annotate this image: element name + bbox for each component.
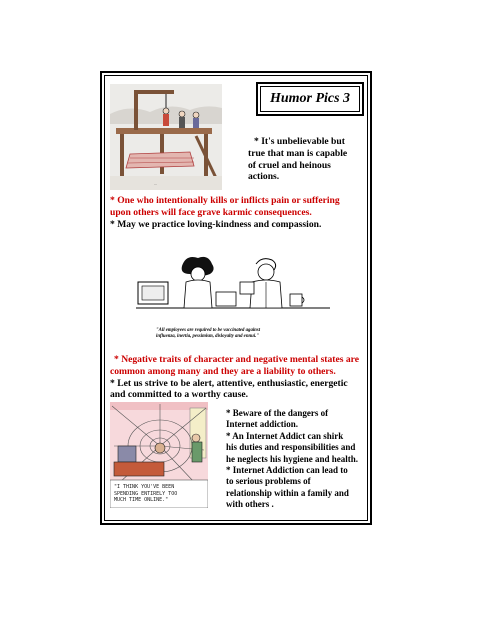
page-title: Humor Pics 3 — [269, 91, 351, 106]
text-line: with others . — [226, 499, 274, 510]
office-cartoon-caption — [156, 328, 336, 340]
caption-line: "All employees are required to be vaccinated against — [156, 328, 261, 333]
text-line: to serious problems of — [226, 476, 311, 487]
text-line: his duties and responsibilities and — [226, 442, 356, 453]
text-line: upon others will face grave karmic consequences. — [110, 206, 312, 218]
speech-caption — [114, 484, 204, 504]
text-line: Internet addiction. — [226, 419, 298, 430]
text-line: relationship within a family and — [226, 487, 349, 498]
caption-line: "I THINK YOU'VE BEEN — [114, 484, 175, 490]
text-line: common among many and they are a liability to others. — [110, 365, 336, 377]
text-line: * One who intentionally kills or inflicts pain or suffering — [110, 195, 340, 206]
text-line: * May we practice loving-kindness and compassion. — [110, 218, 322, 230]
text-line: and committed to a worthy cause. — [110, 389, 249, 401]
text-block-4 — [226, 408, 368, 511]
text-block-2 — [110, 195, 368, 230]
svg-text:...: ... — [154, 182, 157, 186]
caption-line: SPENDING ENTIRELY TOO — [114, 490, 178, 497]
title-box — [256, 82, 364, 116]
text-line: true that man is capable — [248, 147, 348, 159]
text-block-3 — [110, 354, 370, 401]
text-line: * Internet Addiction can lead to — [226, 465, 348, 476]
text-line: actions. — [248, 171, 280, 183]
text-line: of cruel and heinous — [248, 159, 331, 171]
text-line: * Negative traits of character and negative mental states are — [114, 354, 360, 365]
text-line: * It's unbelievable but — [254, 136, 345, 147]
text-line: * An Internet Addict can shirk — [226, 430, 344, 441]
text-line: he neglects his hygiene and health. — [226, 453, 359, 464]
caption-line: influenza, inertia, pessimism, disloyalty and ennui." — [156, 334, 260, 339]
text-block-1 — [248, 136, 366, 183]
caption-line: MUCH TIME ONLINE." — [114, 497, 169, 504]
text-line: * Beware of the dangers of — [226, 408, 329, 418]
gallows-cartoon — [110, 84, 222, 190]
text-line: * Let us strive to be alert, attentive, enthusiastic, energetic — [110, 377, 348, 389]
